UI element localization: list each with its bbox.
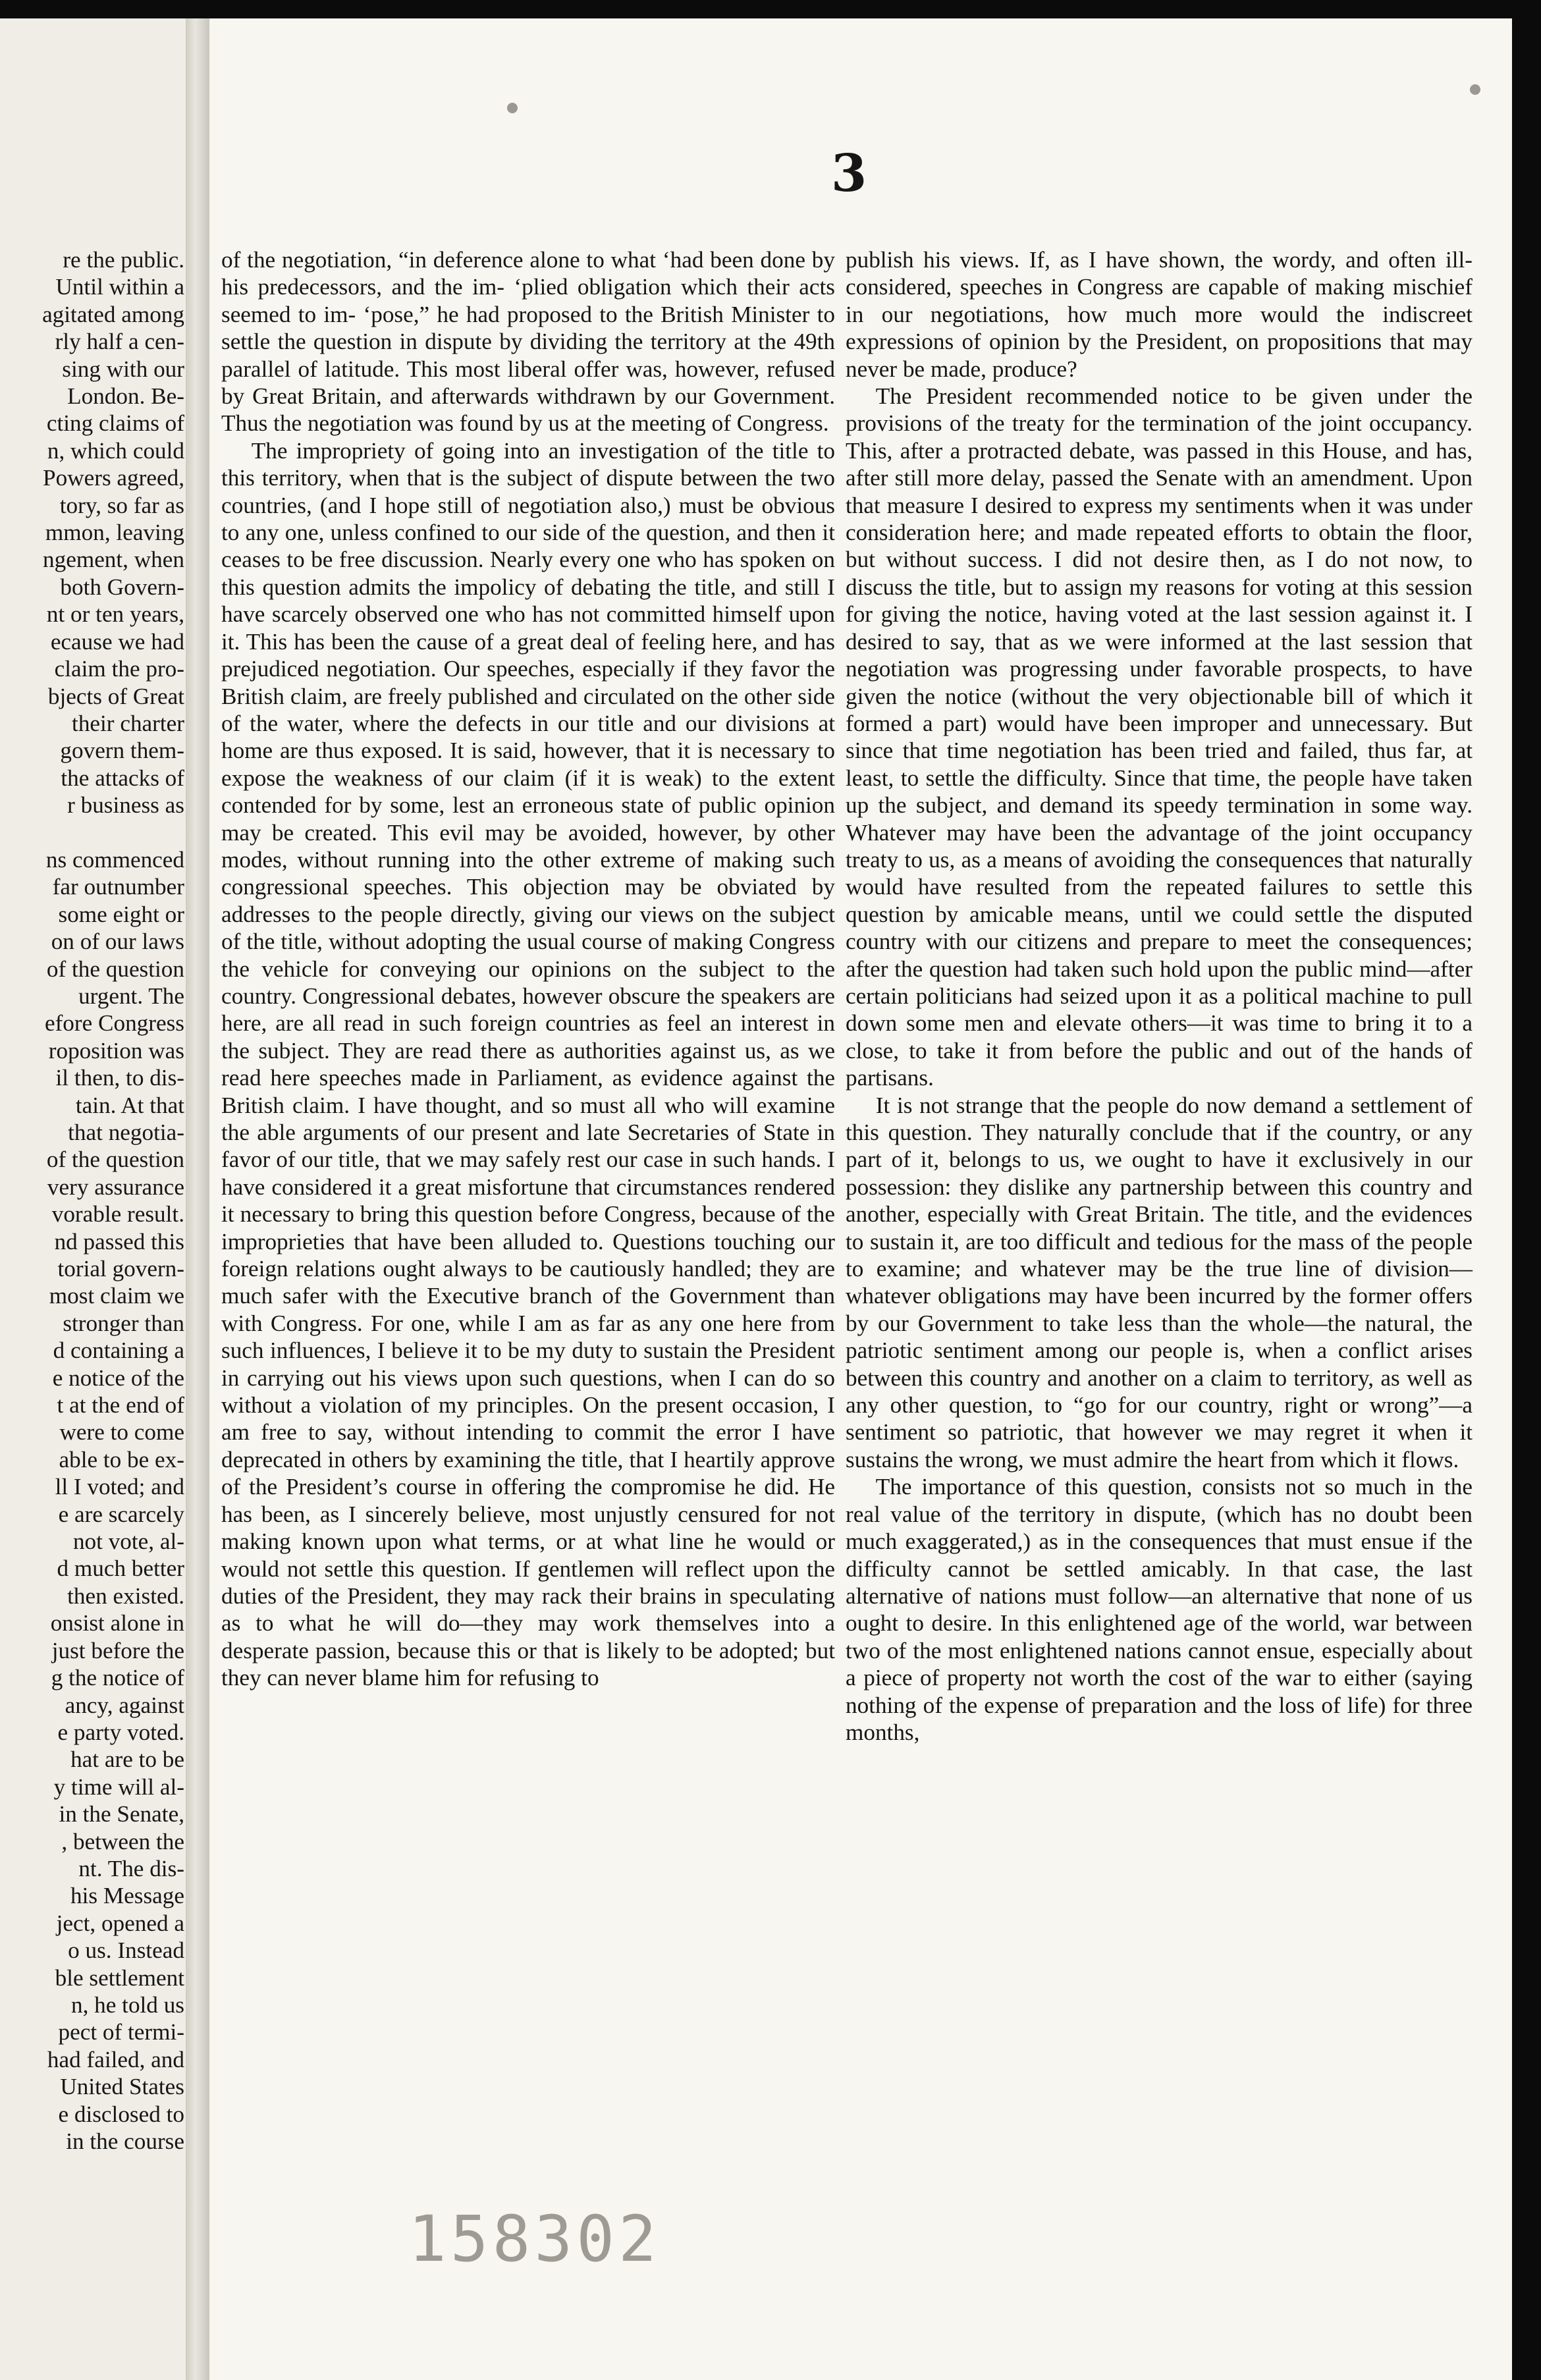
right-column	[846, 246, 1473, 1746]
margin-fragment-line: stronger than	[63, 1310, 184, 1336]
margin-fragment-line: o us. Instead	[68, 1937, 184, 1964]
margin-fragment-line: roposition was	[48, 1037, 184, 1064]
margin-fragment-line: e disclosed to	[58, 2101, 184, 2127]
margin-fragment-line: London. Be-	[67, 383, 184, 410]
margin-fragment-line: their charter	[72, 710, 184, 736]
margin-fragment-line: nt or ten years,	[46, 601, 184, 628]
margin-fragment-line: his Message	[70, 1883, 184, 1909]
margin-fragment-line: agitated among	[42, 301, 184, 327]
book-gutter	[186, 18, 209, 2380]
paragraph: of the negotiation, “in deference alone to what ‘had been done by his predecessors, and the im- ‘plied obligation which their acts seemed to im- ‘pose,” he had proposed to the British Minister to settle the question in dispute by dividing the territory at the 49th parallel of latitude. This most liberal offer was, however, refused by Great Britain, and afterwards withdrawn by our Government. Thus the negotiation was found by us at the meeting of Congress.	[221, 247, 835, 437]
margin-fragment-line: re the public.	[63, 247, 184, 273]
margin-fragment-line: rly half a cen-	[55, 329, 184, 355]
margin-fragment-line: very assurance	[47, 1174, 184, 1200]
paragraph: publish his views. If, as I have shown, the wordy, and often ill-considered, speeches in Congress are capable of making mischief in our negotiations, how much more would the indiscreet expressions of opinion by the President, on propositions that may never be made, produce?	[846, 247, 1473, 382]
margin-fragment-line: Powers agreed,	[43, 465, 184, 491]
margin-fragment-line: cting claims of	[46, 410, 184, 437]
margin-fragment-line: ject, opened a	[56, 1910, 184, 1936]
margin-fragment-line: e party voted.	[57, 1719, 184, 1745]
page-number: 3	[831, 144, 867, 203]
margin-fragment-line: t at the end of	[57, 1392, 184, 1419]
margin-fragment-line: , between the	[61, 1828, 184, 1854]
margin-fragment-line: of the question	[46, 956, 184, 982]
margin-fragment-line: e notice of the	[52, 1365, 184, 1391]
margin-fragment-line: onsist alone in	[50, 1610, 184, 1636]
margin-fragment-line: that negotia-	[68, 1119, 184, 1145]
margin-fragment-line: were to come	[59, 1419, 184, 1446]
margin-fragment-line: hat are to be	[70, 1746, 184, 1773]
margin-fragment-line: the attacks of	[61, 765, 184, 791]
margin-fragment-line: most claim we	[49, 1283, 184, 1309]
binding-hole-mark	[507, 103, 518, 113]
margin-fragment-line: tain. At that	[75, 1092, 184, 1118]
margin-fragment-line: urgent. The	[78, 983, 184, 1009]
margin-fragment-line: claim the pro-	[54, 656, 184, 682]
margin-fragment-line: torial govern-	[57, 1256, 184, 1282]
margin-fragment-line: then existed.	[67, 1582, 184, 1609]
accession-stamp: 158302	[408, 2202, 661, 2276]
margin-fragment-line: nt. The dis-	[78, 1855, 184, 1881]
margin-fragment-line: in the course	[66, 2128, 184, 2155]
margin-fragment-line: r business as	[67, 792, 184, 819]
margin-fragment-line: vorable result.	[51, 1201, 184, 1228]
left-column	[221, 246, 835, 1692]
paragraph: It is not strange that the people do now demand a settlement of this question. They naturally conclude that if the country, or any part of it, belongs to us, we ought to have it exclusively in our possession: they dislike any partnership between this country and another, especially with Great Britain. The title, and the evidences to sustain it, are too difficult and tedious for the mass of the people to examine; and whatever may be the true line of division—whatever obligations may have been incurred by the former offers by our Government to take less than the whole—the natural, the patriotic sentiment among our people is, when a conflict arises between this country and another on a claim to territory, as well as any other question, to “go for our country, right or wrong”—a sentiment so patriotic, that however we may regret it when it sustains the wrong, we must admire the heart from which it flows.	[846, 1092, 1473, 1473]
margin-fragment-line: mmon, leaving	[45, 520, 184, 546]
margin-fragment-line: d much better	[57, 1555, 184, 1582]
binding-hole-mark	[1470, 84, 1480, 95]
scanned-spread	[0, 18, 1512, 2380]
margin-fragment-line: of the question	[46, 1147, 184, 1173]
margin-fragment-line: ngement, when	[43, 547, 184, 573]
margin-fragment-line: n, he told us	[70, 1991, 184, 2018]
margin-fragment-line: n, which could	[47, 437, 184, 464]
margin-fragment-line: had failed, and	[47, 2046, 184, 2072]
margin-fragment-line: e are scarcely	[58, 1501, 184, 1527]
paragraph: The President recommended notice to be given under the provisions of the treaty for the termination of the joint occupancy. This, after a protracted debate, was passed in this House, and has, after still more delay, passed the Senate with an amendment. Upon that measure I desired to express my sentiments when it was under consideration here; and made repeated efforts to obtain the floor, but without success. I did not desire then, as I do not now, to discuss the title, but to assign my reasons for voting at this session for giving the notice, having voted at the last session against it. I desired to say, that as we were informed at the last session that negotiation was progressing under favorable prospects, to have given the notice (without the very objectionable bill of which it formed a part) would have been improper and unnecessary. But since that time negotiation has been tried and failed, thus far, at least, to settle the difficulty. Since that time, the people have taken up the subject, and demand its speedy termination in some way. Whatever may have been the advantage of the joint occupancy treaty to us, as a means of avoiding the consequences that naturally would have resulted from the repeated failures to settle this question by amicable means, until we could settle the disputed country with our citizens and prepare to meet the consequences; after the question had taken such hold upon the public mind—after certain politicians had seized upon it as a political machine to pull down some men and elevate others—it was time to bring it to a close, to take it from before the public and out of the hands of partisans.	[846, 383, 1473, 1091]
paragraph: The importance of this question, consists not so much in the real value of the territory in dispute, (which has no doubt been much exaggerated,) as in the consequences that must ensue if the difficulty cannot be settled amicably. In that case, the last alternative of nations must follow—an alternative that none of us ought to desire. In this enlightened age of the world, war between two of the most enlightened nations cannot ensue, especially about a piece of property not worth the cost of the war to either (saying nothing of the expense of preparation and the loss of life) for three months,	[846, 1474, 1473, 1745]
margin-fragment-line: nd passed this	[54, 1228, 184, 1255]
margin-fragment-line	[3, 819, 184, 846]
margin-fragment-line: just before the	[51, 1637, 184, 1663]
margin-fragment-line: some eight or	[58, 901, 184, 927]
margin-fragment-line: govern them-	[60, 738, 184, 764]
margin-fragment-line: United States	[60, 2074, 184, 2100]
margin-fragment-line: far outnumber	[52, 874, 184, 900]
margin-fragment-line: efore Congress	[44, 1010, 184, 1037]
margin-fragment-line: ble settlement	[55, 1964, 184, 1991]
paragraph: The impropriety of going into an investigation of the title to this territory, when that is the subject of dispute between the two countries, (and I hope still of negotiation also,) must be obvious to any one, unless confined to our side of the question, and then it ceases to be free discussion. Nearly every one who has spoken on this question admits the impolicy of debating the title, and still I have scarcely observed one who has not committed himself upon it. This has been the cause of a great deal of feeling here, and has prejudiced negotiation. Our speeches, especially if they favor the British claim, are freely published and circulated on the other side of the water, where the defects in our title and our divisions at home are thus exposed. It is said, however, that it is necessary to expose the weakness of our claim (if it is weak) to the extent contended for by some, lest an erroneous state of public opinion may be created. This evil may be avoided, however, by other modes, without running into the other extreme of making such congressional speeches. This objection may be obviated by addresses to the people directly, giving our views on the subject of the title, without adopting the usual course of making Congress the vehicle for conveying our opinions on the subject to the country. Congressional debates, however obscure the speakers are here, are all read in such foreign countries as feel an interest in the subject. They are read there as authorities against us, as we read here speeches made in Parliament, as evidence against the British claim. I have thought, and so must all who will examine the able arguments of our present and late Secretaries of State in favor of our title, that we may safely rest our case in such hands. I have considered it a great misfortune that circumstances rendered it necessary to bring this question before Congress, because of the improprieties that have been alluded to. Questions touching our foreign relations ought always to be cautiously handled; they are much safer with the Executive branch of the Government than with Congress. For one, while I am as far as any one here from such influences, I believe it to be my duty to sustain the President in carrying out his views upon such questions, when I can do so without a violation of my principles. On the present occasion, I am free to say, without intending to commit the error I have deprecated in others by examining the title, that I heartily approve of the President’s course in offering the compromise he did. He has been, as I sincerely believe, most unjustly censured for not making known upon what terms, or at what line he would or would not settle this question. If gentlemen will reflect upon the duties of the President, they may rack their brains in speculating as to what he will do—they may work themselves into a desperate passion, because this or that is likely to be adopted; but they can never blame him for refusing to	[221, 437, 835, 1691]
margin-fragment-line: il then, to dis-	[55, 1065, 184, 1091]
margin-fragment-line: in the Senate,	[59, 1801, 184, 1827]
margin-fragment-line: ll I voted; and	[55, 1474, 184, 1500]
margin-fragment-line: sing with our	[62, 356, 184, 382]
margin-fragment-line: Until within a	[55, 274, 184, 300]
margin-fragment-line: ancy, against	[65, 1692, 184, 1718]
margin-fragment-line: bjects of Great	[47, 683, 184, 709]
margin-fragment-line: both Govern-	[60, 574, 184, 600]
margin-fragment-line: d containing a	[53, 1338, 184, 1364]
margin-fragment-line: g the notice of	[51, 1665, 184, 1691]
margin-fragment-line: y time will al-	[53, 1773, 184, 1800]
margin-fragment-line: able to be ex-	[59, 1446, 184, 1473]
margin-fragment-line: tory, so far as	[59, 492, 184, 518]
margin-fragment-line: not vote, al-	[72, 1528, 184, 1555]
margin-fragment-line: ns commenced	[45, 846, 184, 873]
margin-fragment-line: pect of termi-	[58, 2019, 184, 2045]
previous-page-fragment	[0, 18, 195, 2380]
margin-fragment-line: on of our laws	[51, 929, 184, 955]
margin-fragment-line: ecause we had	[50, 628, 184, 655]
margin-fragment-column	[3, 246, 184, 2155]
